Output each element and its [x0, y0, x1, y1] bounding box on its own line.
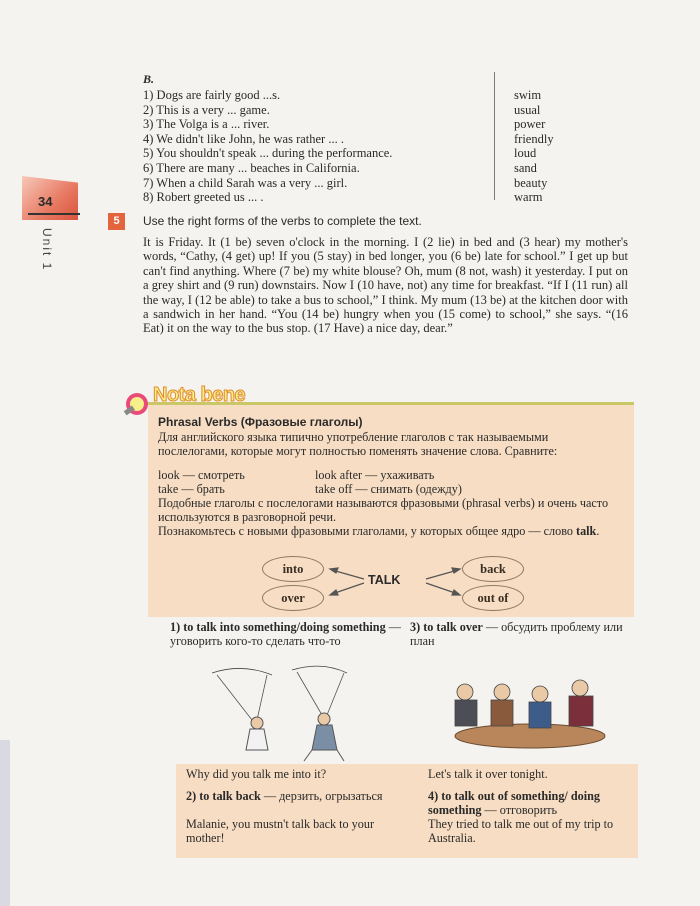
explanation-4 — [428, 789, 633, 817]
nota-bene-logo-text: Nota bene — [153, 384, 246, 406]
nota-bene-body-3 — [158, 524, 620, 538]
sentence-2: 2) This is a very ... game. — [143, 102, 270, 117]
explanation-4-title: 4) to talk out of something/ doing something — [428, 789, 600, 817]
section-b-letter: B. — [143, 72, 155, 86]
explanation-3-title: 3) to talk over — [410, 620, 483, 634]
word-5: loud — [514, 146, 537, 161]
pair-1-left: look — смотреть — [158, 468, 245, 482]
section-b-word-list — [514, 88, 554, 205]
sentence-5: 5) You shouldn't speak ... during the performance. — [143, 146, 393, 161]
word-6: sand — [514, 160, 537, 175]
explanation-4-rest: — отговорить — [481, 803, 558, 817]
sentence-4: 4) We didn't like John, he was rather ... . — [143, 131, 344, 146]
oval-into: into — [262, 556, 324, 582]
page-edge-strip — [0, 740, 10, 906]
word-4: friendly — [514, 131, 554, 146]
explanation-1 — [170, 620, 410, 648]
example-3: Let's talk it over tonight. — [428, 767, 548, 781]
pair-1-right: look after — ухаживать — [315, 468, 435, 482]
explanation-2 — [186, 789, 401, 803]
page-rule — [28, 213, 80, 215]
word-2: usual — [514, 102, 541, 117]
example-2: Malanie, you mustn't talk back to your mother! — [186, 817, 375, 845]
sentence-3: 3) The Volga is a ... river. — [143, 117, 270, 132]
word-1: swim — [514, 88, 542, 102]
explanation-3 — [410, 620, 625, 648]
explanation-1-rest: — уговорить кого-то сделать что-то — [170, 620, 401, 648]
nota-bene-body-2: Подобные глаголы с послелогами называются фразовыми (phrasal verbs) и очень часто используются в разговорной речи. — [158, 496, 609, 525]
page-number: 34 — [38, 194, 53, 209]
sentence-7: 7) When a child Sarah was a very ... girl. — [143, 175, 348, 190]
body-3-prefix: Познакомьтесь с новыми фразовыми глаголами, у которых общее ядро — слово — [158, 524, 577, 538]
word-8: warm — [514, 190, 543, 205]
explanation-1-title: 1) to talk into something/doing something — [170, 620, 386, 634]
exercise-number-badge: 5 — [108, 213, 125, 230]
explanation-3-rest: — обсудить проблему или план — [410, 620, 623, 648]
exercise-text: It is Friday. It (1 be) seven o'clock in the morning. I (2 lie) in bed and (3 hear) my mother's words, “Cathy, (4 get) up! If you (5 stay) in bed longer, you (6 be) late for school.” I get up but can't find anything. Where (7 be) my white blouse? Oh, mum (8 not, wash) it yesterday. I put on a grey shirt and (9 run) downstairs. Now I (10 have, not) any time for breakfast. “If I (11 run) all the way, I (12 be able) to take a bus to school,” I think. My mum (13 be) at the kitchen door with a sandwich in her hand. “You (14 be) hungry when you (15 come) to school,” she says. “(16 Eat) it on the way to the bus stop. (17 Have) a nice day, dear.” — [143, 235, 628, 336]
example-1: Why did you talk me into it? — [186, 767, 327, 781]
sentence-8: 8) Robert greeted us ... . — [143, 190, 264, 205]
section-b-sentences — [143, 88, 483, 205]
nota-bene-intro: Для английского языка типично употребление глаголов с так называемыми послелогами, которые могут полностью поменять значение слова. Сравните: — [158, 430, 558, 459]
pair-2-right: take off — снимать (одежду) — [315, 482, 462, 496]
body-3-suffix: . — [596, 524, 600, 538]
oval-over: over — [262, 585, 324, 611]
explanation-2-rest: — дерзить, огрызаться — [260, 789, 383, 803]
pair-2-left: take — брать — [158, 482, 225, 496]
oval-out-of: out of — [462, 585, 524, 611]
body-3-word: talk — [576, 524, 597, 538]
meeting-illustration-icon — [440, 670, 615, 760]
sentence-1: 1) Dogs are fairly good ...s. — [143, 88, 281, 102]
exercise-instruction: Use the right forms of the verbs to complete the text. — [143, 214, 422, 228]
word-3: power — [514, 117, 546, 132]
word-7: beauty — [514, 175, 548, 190]
example-4: They tried to talk me out of my trip to Australia. — [428, 817, 614, 845]
explanation-2-title: 2) to talk back — [186, 789, 261, 803]
talk-center-word: TALK — [368, 573, 401, 587]
oval-back: back — [462, 556, 524, 582]
parachute-illustration-icon — [172, 665, 372, 765]
nota-bene-heading: Phrasal Verbs (Фразовые глаголы) — [158, 415, 363, 429]
section-b-divider — [494, 72, 495, 200]
sentence-6: 6) There are many ... beaches in California. — [143, 160, 360, 175]
unit-label: Unit 1 — [40, 228, 54, 272]
